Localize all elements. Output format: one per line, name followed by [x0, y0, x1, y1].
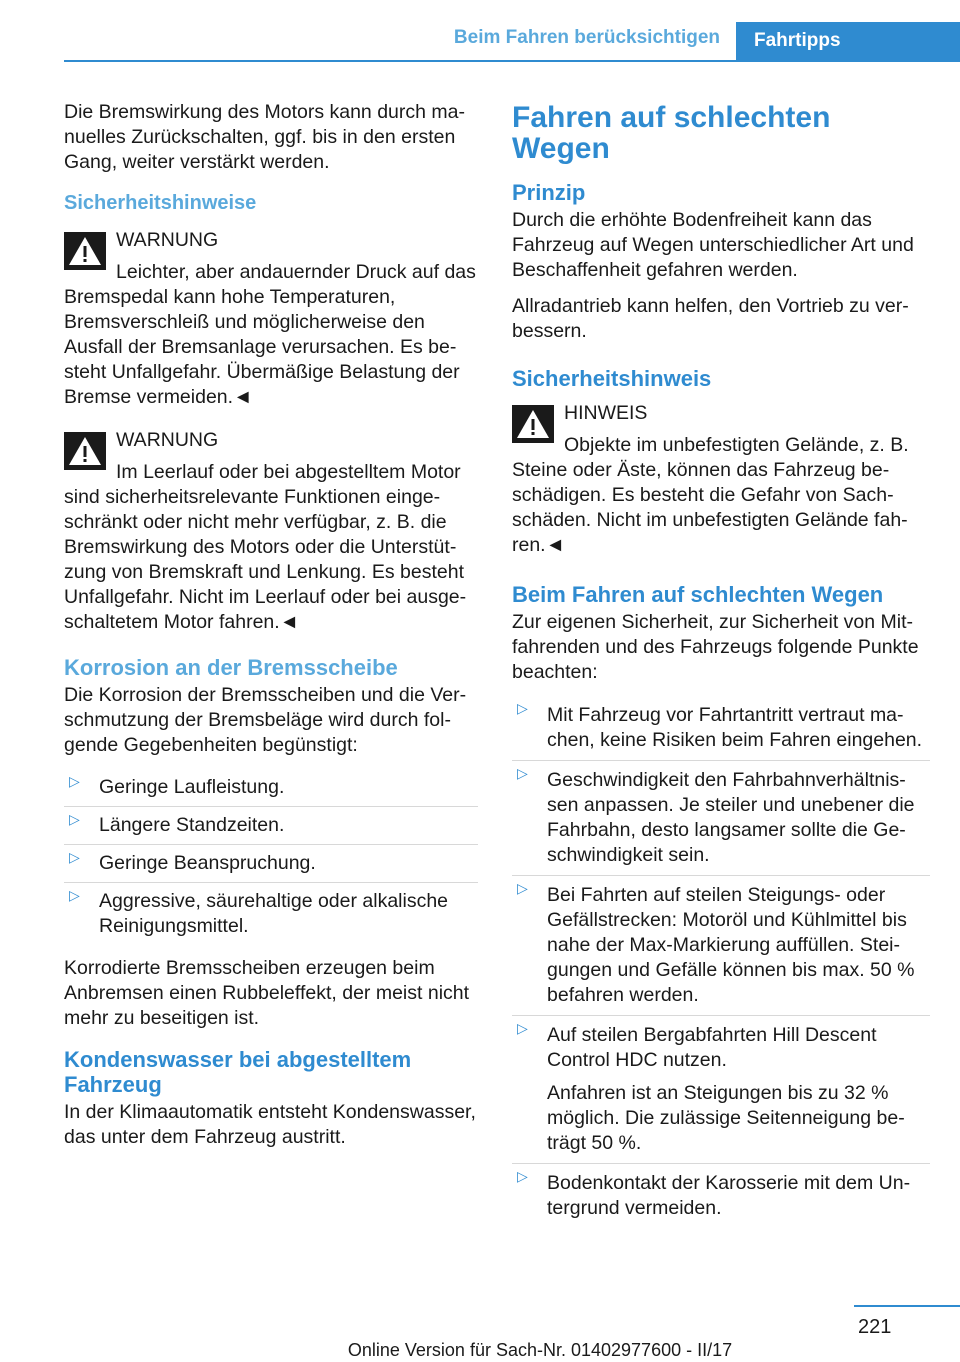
list-item: ▷ Geringe Beanspruchung. — [64, 844, 478, 882]
warning-triangle-icon — [64, 232, 106, 270]
notice-text: Objekte im unbefestigten Gelände, z. B. Steine oder Äste, können das Fahrzeug beschädigen. Es besteht die Gefahr von Sachschäden. Nicht im unbefestigten Gelände fahren.◄ — [512, 434, 909, 556]
warning-label: WARNUNG — [116, 229, 219, 251]
notice-block — [512, 401, 930, 558]
list-item: ▷ Mit Fahrzeug vor Fahrtantritt vertraut machen, keine Risiken beim Fahren eingehen. — [512, 696, 930, 760]
page-number: 221 — [858, 1316, 892, 1338]
bullet-triangle-icon: ▷ — [517, 700, 528, 716]
list-item: ▷ Aggressive, säurehaltige oder alkalische Reinigungsmittel. — [64, 882, 478, 945]
bullet-triangle-icon: ▷ — [517, 1020, 528, 1036]
footer-divider — [854, 1305, 960, 1307]
corrosion-heading: Korrosion an der Bremsscheibe — [64, 655, 398, 680]
principle-heading: Prinzip — [512, 180, 586, 205]
driving-list — [512, 696, 930, 1228]
bullet-triangle-icon: ▷ — [517, 765, 528, 781]
corrosion-list — [64, 769, 478, 945]
warning-text: Im Leerlauf oder bei abgestelltem Motor sind sicherheitsrelevante Funktionen eingeschränkt oder nicht mehr verfügbar, z. B. die Bremswirkung des Motors oder die Unterstützung von Bremskraft und Lenkung. Es besteht Unfallgefahr. Nicht im Leerlauf oder bei ausgeschaltetem Motor fahren.◄ — [64, 461, 467, 633]
list-item: ▷ Bei Fahrten auf steilen Steigungs- oder Gefällstrecken: Motoröl und Kühlmittel bis nahe der Max-Markierung auffüllen. Steigungen und Gefälle können bis max. 50 % befahren werden. — [512, 875, 930, 1015]
safety-heading: Sicherheitshinweise — [64, 192, 257, 214]
header-tab: Fahrtipps — [736, 22, 960, 62]
warning-text: Leichter, aber andauernder Druck auf das Bremspedal kann hohe Temperaturen, Bremsverschleiß und möglicherweise den Ausfall der Bremsanlage verursachen. Es besteht Unfallgefahr. Übermäßige Belastung der Bremse vermeiden.◄ — [64, 261, 476, 408]
left-column — [64, 100, 478, 1161]
list-item: ▷ Auf steilen Bergabfahrten Hill Descent Control HDC nutzen. Anfahren ist an Steigungen bis zu 32 % möglich. Die zulässige Seitenneigung beträgt 50 %. — [512, 1015, 930, 1163]
warning-triangle-icon — [512, 405, 554, 443]
bullet-triangle-icon: ▷ — [517, 1168, 528, 1184]
principle-paragraph-1: Durch die erhöhte Bodenfreiheit kann das Fahrzeug auf Wegen unterschiedlicher Art und Beschaffenheit gefahren werden. — [512, 209, 914, 281]
bullet-triangle-icon: ▷ — [517, 880, 528, 896]
section-title: Fahren auf schlechten Wegen — [512, 101, 831, 165]
driving-heading: Beim Fahren auf schlechten Wegen — [512, 582, 884, 607]
intro-paragraph: Die Bremswirkung des Motors kann durch manuelles Zurückschalten, ggf. bis in den ersten Gang, weiter verstärkt werden. — [64, 101, 465, 173]
safety-notice-heading: Sicherheitshinweis — [512, 366, 712, 391]
list-item: ▷ Längere Standzeiten. — [64, 806, 478, 844]
notice-label: HINWEIS — [564, 402, 648, 424]
driving-intro: Zur eigenen Sicherheit, zur Sicherheit von Mitfahrenden und des Fahrzeugs folgende Punkte beachten: — [512, 611, 919, 683]
principle-paragraph-2: Allradantrieb kann helfen, den Vortrieb zu verbessern. — [512, 295, 909, 342]
footer-text: Online Version für Sach-Nr. 01402977600 - II/17 — [347, 1340, 733, 1360]
right-column — [512, 100, 930, 1239]
list-item: ▷ Geringe Laufleistung. — [64, 769, 478, 806]
list-item: ▷ Bodenkontakt der Karosserie mit dem Untergrund vermeiden. — [512, 1163, 930, 1228]
warning-block-2 — [64, 428, 478, 635]
warning-triangle-icon — [64, 432, 106, 470]
warning-block-1 — [64, 228, 478, 410]
list-item-subparagraph: Anfahren ist an Steigungen bis zu 32 % möglich. Die zulässige Seitenneigung beträgt 50 %. — [547, 1082, 905, 1154]
corrosion-outro: Korrodierte Bremsscheiben erzeugen beim Anbremsen einen Rubbeleffekt, der meist nicht mehr zu beseitigen ist. — [64, 957, 470, 1029]
warning-label: WARNUNG — [116, 429, 219, 451]
bullet-triangle-icon: ▷ — [69, 849, 80, 865]
bullet-triangle-icon: ▷ — [69, 811, 80, 827]
bullet-triangle-icon: ▷ — [69, 773, 80, 789]
list-item: ▷ Geschwindigkeit den Fahrbahnverhältnissen anpassen. Je steiler und unebener die Fahrbahn, desto langsamer sollte die Geschwindigkeit sein. — [512, 760, 930, 875]
corrosion-intro: Die Korrosion der Bremsscheiben und die Verschmutzung der Bremsbeläge wird durch folgende Gegebenheiten begünstigt: — [64, 684, 467, 756]
condensate-heading: Kondenswasser bei abgestelltem Fahrzeug — [64, 1047, 412, 1097]
header-section: Beim Fahren berücksichtigen — [453, 27, 720, 48]
condensate-text: In der Klimaautomatik entsteht Kondenswasser, das unter dem Fahrzeug austritt. — [64, 1101, 476, 1148]
header-divider — [64, 60, 736, 62]
bullet-triangle-icon: ▷ — [69, 887, 80, 903]
